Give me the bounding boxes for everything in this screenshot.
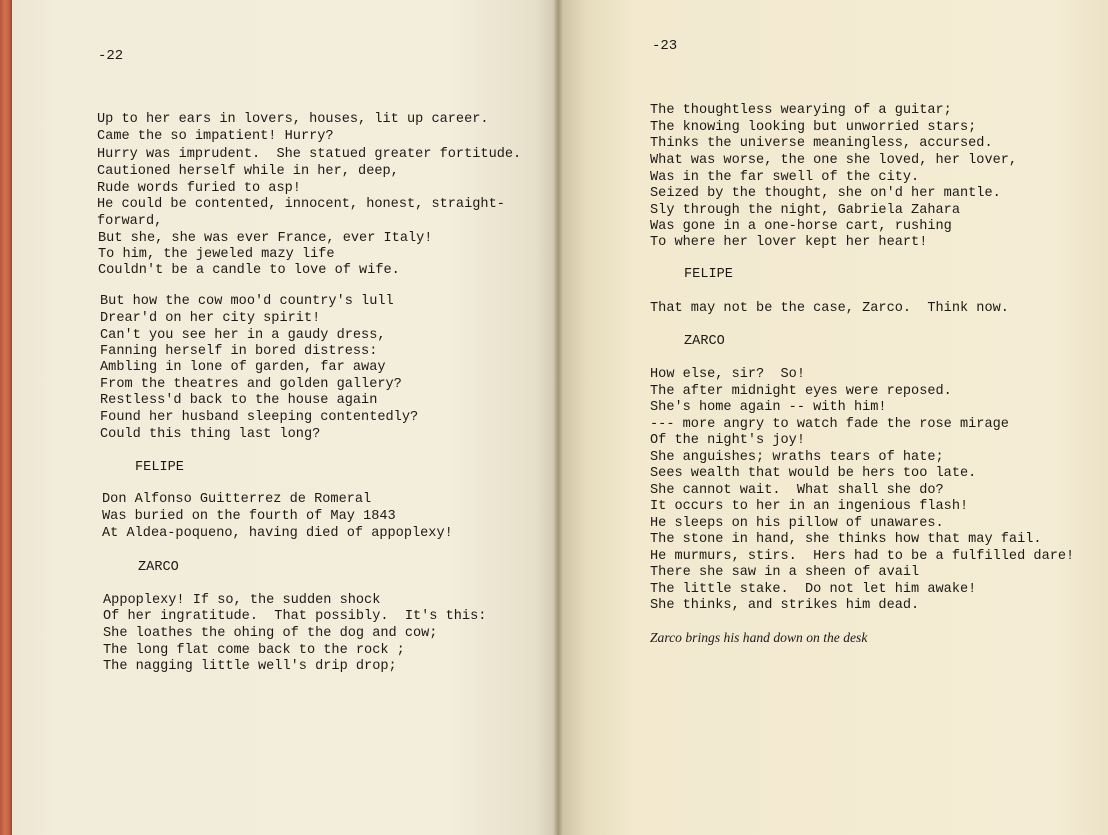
speaker-name: FELIPE	[135, 460, 184, 475]
stage-direction: Zarco brings his hand down on the desk	[650, 630, 868, 645]
text-line: She loathes the ohing of the dog and cow;	[103, 626, 438, 641]
text-line: To him, the jeweled mazy life	[98, 247, 335, 262]
text-line: Of the night's joy!	[650, 433, 805, 448]
text-line: Came the so impatient! Hurry?	[97, 129, 334, 144]
text-line: At Aldea-poqueno, having died of appoplexy!	[102, 526, 453, 541]
text-line: What was worse, the one she loved, her lover,	[650, 153, 1018, 168]
book-gutter	[553, 0, 563, 835]
text-line: Was buried on the fourth of May 1843	[102, 509, 396, 524]
text-line: Appoplexy! If so, the sudden shock	[103, 593, 381, 608]
text-line: Hurry was imprudent. She statued greater fortitude.	[97, 147, 522, 162]
text-line: forward,	[97, 214, 163, 229]
text-line: But how the cow moo'd country's lull	[100, 294, 394, 309]
right-page	[558, 0, 1108, 835]
text-line: Could this thing last long?	[100, 427, 321, 442]
speaker-name: ZARCO	[138, 560, 179, 575]
book-cover-edge	[0, 0, 12, 835]
text-line: --- more angry to watch fade the rose mirage	[650, 417, 1009, 432]
text-line: The nagging little well's drip drop;	[103, 659, 397, 674]
text-line: Couldn't be a candle to love of wife.	[98, 263, 400, 278]
text-line: Found her husband sleeping contentedly?	[100, 410, 419, 425]
text-line: But she, she was ever France, ever Italy!	[98, 231, 433, 246]
text-line: Seized by the thought, she on'd her mantle.	[650, 186, 1001, 201]
text-line: He sleeps on his pillow of unawares.	[650, 516, 944, 531]
text-line: The little stake. Do not let him awake!	[650, 582, 977, 597]
text-line: To where her lover kept her heart!	[650, 235, 928, 250]
text-line: Was in the far swell of the city.	[650, 170, 920, 185]
left-page	[12, 0, 558, 835]
text-line: The long flat come back to the rock ;	[103, 643, 405, 658]
text-line: The knowing looking but unworried stars;	[650, 120, 977, 135]
text-line: She's home again -- with him!	[650, 400, 887, 415]
page-number: -23	[652, 38, 678, 54]
speaker-name: FELIPE	[684, 267, 733, 282]
text-line: Of her ingratitude. That possibly. It's this:	[103, 609, 487, 624]
text-line: The thoughtless wearying of a guitar;	[650, 103, 952, 118]
text-line: Restless'd back to the house again	[100, 393, 378, 408]
text-line: She anguishes; wraths tears of hate;	[650, 450, 944, 465]
text-line: From the theatres and golden gallery?	[100, 377, 402, 392]
text-line: How else, sir? So!	[650, 367, 805, 382]
text-line: The after midnight eyes were reposed.	[650, 384, 952, 399]
text-line: Up to her ears in lovers, houses, lit up career.	[97, 112, 489, 127]
text-line: Ambling in lone of garden, far away	[100, 360, 386, 375]
text-line: Drear'd on her city spirit!	[100, 311, 321, 326]
text-line: Can't you see her in a gaudy dress,	[100, 328, 386, 343]
text-line: Don Alfonso Guitterrez de Romeral	[102, 492, 372, 507]
text-line: Sees wealth that would be hers too late.	[650, 466, 977, 481]
page-number: -22	[98, 48, 124, 64]
text-line: It occurs to her in an ingenious flash!	[650, 499, 969, 514]
text-line: Thinks the universe meaningless, accursed.	[650, 136, 993, 151]
text-line: Sly through the night, Gabriela Zahara	[650, 203, 960, 218]
text-line: Was gone in a one-horse cart, rushing	[650, 219, 952, 234]
text-line: There she saw in a sheen of avail	[650, 565, 920, 580]
text-line: He murmurs, stirs. Hers had to be a fulfilled dare!	[650, 549, 1075, 564]
text-line: Fanning herself in bored distress:	[100, 344, 378, 359]
speaker-name: ZARCO	[684, 334, 725, 349]
text-line: The stone in hand, she thinks how that may fail.	[650, 532, 1042, 547]
text-line: Rude words furied to asp!	[97, 181, 301, 196]
text-line: Cautioned herself while in her, deep,	[97, 164, 399, 179]
text-line: She thinks, and strikes him dead.	[650, 598, 920, 613]
text-line: She cannot wait. What shall she do?	[650, 483, 944, 498]
text-line: He could be contented, innocent, honest, straight-	[97, 197, 505, 212]
text-line: That may not be the case, Zarco. Think now.	[650, 301, 1009, 316]
